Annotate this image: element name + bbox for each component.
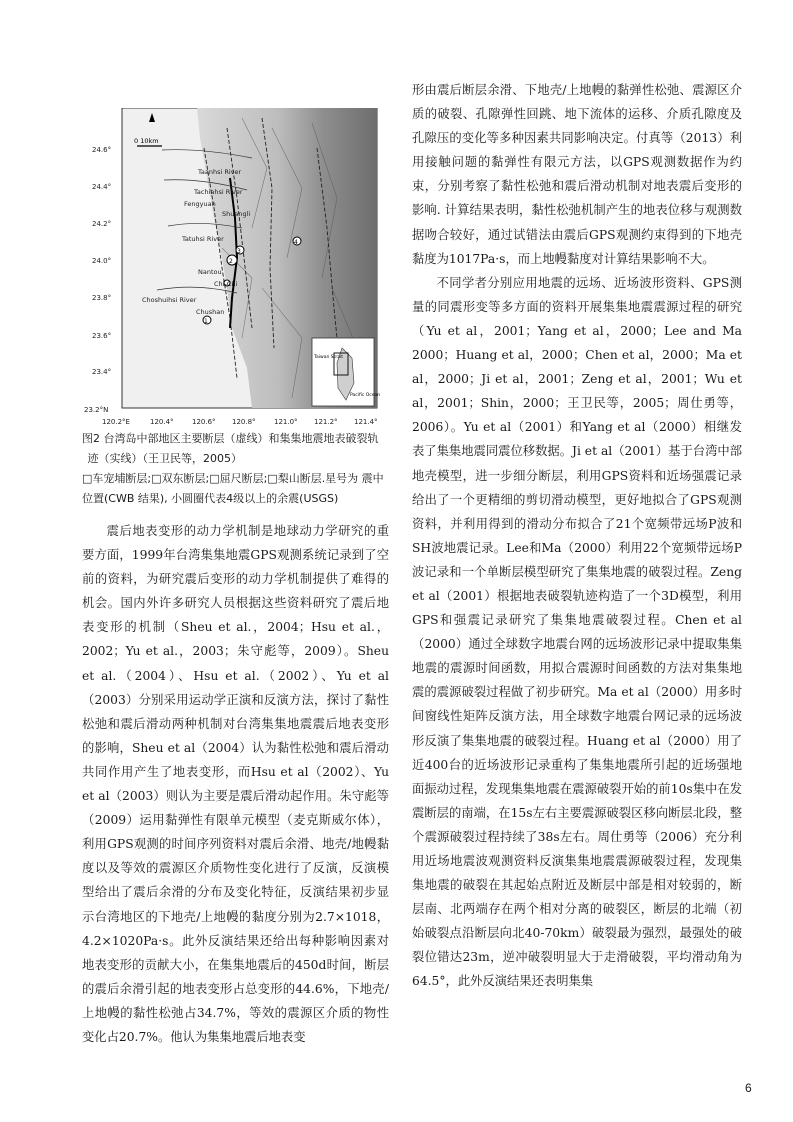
station-2: 2 (229, 258, 233, 265)
town-chushan: Chushan (196, 308, 225, 316)
town-shuangli: Shuangli (222, 210, 251, 218)
scale-bar-label: 0 10km (134, 137, 159, 145)
lon-120.2: 120.2°E (102, 418, 130, 426)
caption-line-4: 位置(CWB 结果), 小圆圈代表4级以上的余震(USGS) (82, 492, 339, 505)
station-1: 1 (204, 318, 208, 325)
paragraph-source-process: 不同学者分别应用地震的远场、近场波形资料、GPS测量的同震形变等多方面的资料开展集集地震震源过程的研究（Yu et al，2001；Yang et al，2000；Lee and Ma 2000；Huang et al，2000；Chen et al，2000；Ma et al，2000；Ji et al，2001；Zeng et al，2001；Wu et al，2001；Shin，2000；王卫民等，2005；周仕勇等，2006）。Yu et al（2001）和Yang et al（2000）相继发表了集集地震同震位移数据。Ji et al（2001）基于台湾中部地壳模型，进一步细分断层，利用GPS资料和近场强震记录给出了一个更精细的剪切滑动模型，更好地拟合了GPS观测资料，并利用得到的滑动分布拟合了21个宽频带远场P波和SH波地震记录。Lee和Ma（2000）利用22个宽频带远场P波记录和一个单断层模型研究了集集地震的破裂过程。Zeng et al（2001）根据地表破裂轨迹构造了一个3D模型，利用GPS和强震记录研究了集集地震破裂过程。Chen et al（2000）通过全球数字地震台网的远场波形记录中提取集集地震的震源时间函数，用拟合震源时间函数的方法对集集地震的震源破裂过程做了初步研究。Ma et al（2000）用多时间窗线性矩阵反演方法，用全球数字地震台网记录的远场波形反演了集集地震的破裂过程。Huang et al（2000）用了近400台的近场波形记录重构了集集地震所引起的近场强地面振动过程，发现集集地震在震源破裂开始的前10s集中在发震断层的南端，在15s左右主要震源破裂区移向断层北段，整个震源破裂过程持续了38s左右。周仕勇等（2006）充分利用近场地震波观测资料反演集集地震震源破裂过程，发现集集地震的破裂在其起始点附近及断层中部是相对较弱的，断层南、北两端存在两个相对分离的破裂区，断层的北端（初始破裂点沿断层向北40-70km）破裂最为强烈，最强处的破裂位错达23m，逆冲破裂明显大于走滑破裂，平均滑动角为64.5°，此外反演结果还表明集集 (412, 275, 742, 989)
lat-23.6: 23.6° (92, 332, 112, 340)
river-taanhsi: Taanhsi River (198, 168, 242, 176)
inset-strait-label: Taiwan Strait (314, 355, 343, 360)
right-column-text (412, 78, 742, 994)
page-number: 6 (745, 1081, 752, 1095)
lon-121.0: 121.0° (274, 418, 298, 426)
lat-24.2: 24.2° (92, 220, 112, 228)
inset-ocean-label: Pacific Ocean (350, 393, 381, 398)
caption-line-3: □车宠埔断层;□双东断层;□屈尺断层;□梨山断层.星号为 震中 (82, 472, 384, 485)
left-column-text (82, 519, 389, 1049)
lat-23.4: 23.4° (92, 368, 112, 376)
lon-121.4: 121.4° (354, 418, 378, 426)
paragraph-postseismic-mechanism: 震后地表变形的动力学机制是地球动力学研究的重要方面，1999年台湾集集地震GPS观测系统记录到了空前的资料，为研究震后变形的动力学机制提供了难得的机会。国内外许多研究人员根据这些资料研究了震后地表变形的机制（Sheu et al.，2004；Hsu et al.，2002；Yu et al.，2003；朱守彪等，2009）。Sheu et al.（2004）、Hsu et al.（2002）、Yu et al（2003）分别采用运动学正演和反演方法，探讨了黏性松弛和震后滑动两种机制对台湾集集地震震后地表变形的影响，Sheu et al（2004）认为黏性松弛和震后滑动共同作用产生了地表变形，而Hsu et al（2002）、Yu et al（2003）则认为主要是震后滑动起作用。朱守彪等（2009）运用黏弹性有限单元模型（麦克斯威尔体），利用GPS观测的时间序列资料对震后余滑、地壳/地幔黏度以及等效的震源区介质物性变化进行了反演，反演模型给出了震后余滑的分布及变化特征，反演结果初步显示台湾地区的下地壳/上地幔的黏度分别为2.7×1018，4.2×1020Pa·s。此外反演结果还给出每种影响因素对地表变形的贡献大小，在集集地震后的450d时间，断层的震后余滑引起的地表变形占总变形的44.6%，下地壳/上地幔的黏性松弛占34.7%，等效的震源区介质的物性变化占20.7%。他认为集集地震后地表变 (82, 524, 389, 1044)
map-axis-labels (80, 108, 390, 428)
lat-24.6: 24.6° (92, 146, 112, 154)
river-tatuhsi: Tatuhsi River (182, 235, 224, 243)
lon-120.4: 120.4° (150, 418, 174, 426)
river-tachiahsi: Tachiahsi River (194, 188, 243, 196)
paragraph-continuation: 形由震后断层余滑、下地壳/上地幔的黏弹性松弛、震源区介质的破裂、孔隙弹性回跳、地下流体的运移、介质孔隙度及孔隙压的变化等多种因素共同影响决定。付真等（2013）利用接触问题的黏弹性有限元方法，以GPS观测数据作为约束，分别考察了黏性松弛和震后滑动机制对地表震后变形的影响. 计算结果表明，黏性松弛机制产生的地表位移与观测数据吻合较好，通过试错法由震后GPS观测约束得到的下地壳黏度为1017Pa·s，而上地幔黏度对计算结果影响不大。 (412, 83, 742, 266)
station-3: 3 (237, 248, 241, 255)
caption-line-2: 迹（实线）（王卫民等，2005） (87, 452, 242, 465)
lat-23.8: 23.8° (92, 294, 112, 302)
lon-120.6: 120.6° (192, 418, 216, 426)
station-4: 4 (294, 239, 298, 246)
figure-caption (82, 429, 382, 509)
river-choshuihsi: Choshuihsi River (142, 296, 197, 304)
town-fengyuan: Fengyuan (184, 200, 216, 208)
lat-23.2: 23.2°N (84, 406, 109, 414)
lon-120.8: 120.8° (232, 418, 256, 426)
lon-121.2: 121.2° (314, 418, 338, 426)
lat-24.0: 24.0° (92, 257, 112, 265)
town-chichi: Chi-Chi (214, 280, 238, 288)
lat-24.4: 24.4° (92, 183, 112, 191)
town-nantou: Nantou (198, 268, 222, 276)
caption-line-1: 图2 台湾岛中部地区主要断层（虚线）和集集地震地表破裂轨 (82, 432, 379, 445)
